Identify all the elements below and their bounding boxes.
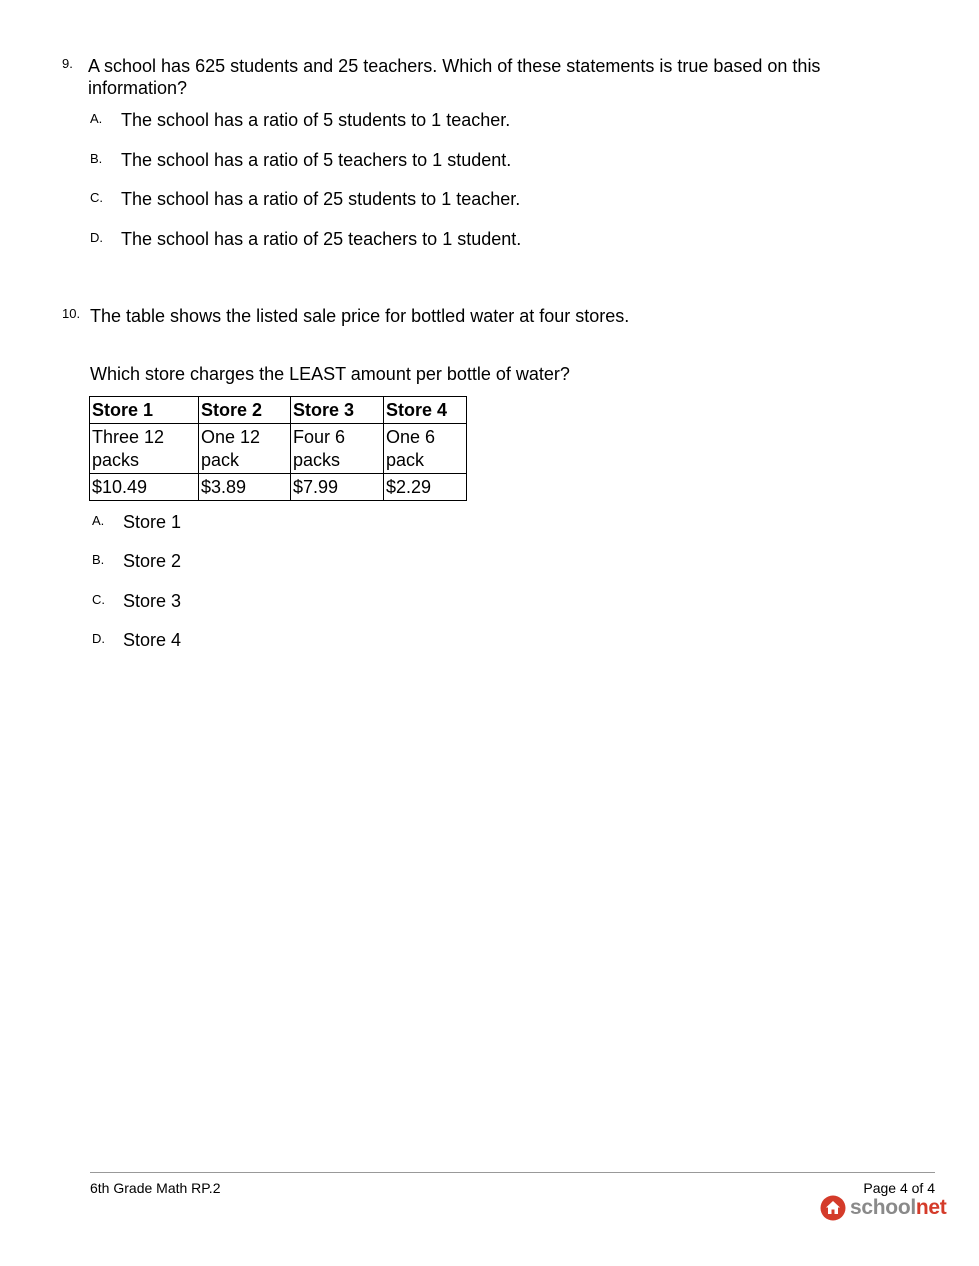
footer-course-label: 6th Grade Math RP.2 (90, 1180, 221, 1196)
question-number: 9. (62, 56, 73, 71)
question-prompt: Which store charges the LEAST amount per bottle of water? (90, 364, 570, 384)
table-cell: $3.89 (199, 474, 291, 501)
option-text-a[interactable]: The school has a ratio of 5 students to 1 teacher. (121, 110, 511, 130)
option-text-d[interactable]: Store 4 (123, 630, 182, 650)
logo-wordmark (850, 1196, 947, 1220)
table-cell: Three 12 packs (90, 424, 199, 474)
logo-school-text: school (850, 1196, 916, 1219)
footer-divider (90, 1172, 935, 1173)
table-row (90, 474, 467, 501)
option-text-c[interactable]: The school has a ratio of 25 students to 1 teacher. (121, 189, 521, 209)
table-cell: One 12 pack (199, 424, 291, 474)
table-row (90, 424, 467, 474)
table-cell: $10.49 (90, 474, 199, 501)
option-letter-c: C. (92, 592, 105, 607)
option-letter-d: D. (90, 230, 103, 245)
table-cell: One 6 pack (384, 424, 467, 474)
option-text-d[interactable]: The school has a ratio of 25 teachers to 1 student. (121, 229, 522, 249)
footer-page-number: Page 4 of 4 (863, 1180, 935, 1196)
question-text: The table shows the listed sale price for bottled water at four stores. (90, 306, 630, 326)
table-header-cell: Store 3 (291, 397, 384, 424)
option-text-b[interactable]: Store 2 (123, 551, 182, 571)
table-cell: $2.29 (384, 474, 467, 501)
logo-net-text: net (915, 1196, 947, 1219)
price-table (89, 396, 467, 501)
table-cell: $7.99 (291, 474, 384, 501)
question-text: A school has 625 students and 25 teachers. Which of these statements is true based on this information? (88, 56, 821, 98)
table-cell: Four 6 packs (291, 424, 384, 474)
schoolnet-logo (820, 1194, 947, 1222)
option-letter-a: A. (92, 513, 105, 528)
option-letter-a: A. (90, 111, 103, 126)
option-letter-d: D. (92, 631, 105, 646)
table-header-cell: Store 1 (90, 397, 199, 424)
table-header-cell: Store 2 (199, 397, 291, 424)
table-header-row (90, 397, 467, 424)
option-text-c[interactable]: Store 3 (123, 591, 182, 611)
option-letter-b: B. (90, 151, 103, 166)
option-text-a[interactable]: Store 1 (123, 512, 182, 532)
option-text-b[interactable]: The school has a ratio of 5 teachers to 1 student. (121, 150, 512, 170)
option-letter-b: B. (92, 552, 105, 567)
table-header-cell: Store 4 (384, 397, 467, 424)
question-number: 10. (62, 306, 81, 321)
home-icon (820, 1195, 846, 1221)
option-letter-c: C. (90, 190, 103, 205)
